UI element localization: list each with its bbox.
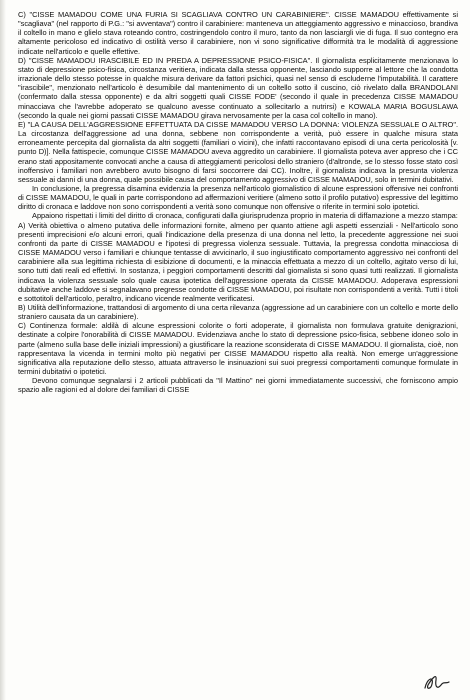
paragraph-e-causa-aggressione: E) "LA CAUSA DELL'AGGRESSIONE EFFETTUATA DA CISSE MAMADOU VERSO LA DONNA: VIOLENZA SESSUALE O ALTRO". La circostanza dell'aggressione ad una donna, sebbene non corrispondente a verità, può essere in qualche misura stata erroneamente percepita dal giornalista da altri soggetti (familiari o vicini), che infatti raccontavano episodi di una certa pericolosità [v. punto D)]. Nella fattispecie, comunque CISSE MAMADOU aveva aggredito un carabiniere. Il giornalista poteva aver appreso che i CC erano stati appositamente convocati anche a causa di atteggiamenti pericolosi dello straniero (d'altronde, se lo stesso fosse stato così inoffensivo i familiari non avrebbero avuto bisogno di farsi soccorrere dai CC). Inoltre, il giornalista indicava la presunta violenza sessuale ai danni di una donna, quale possibile causa del comportamento aggressivo di CISSE MAMADOU, solo in termini dubitativi. (18, 119, 458, 184)
paragraph-limiti-cronaca: Appaiono rispettati i limiti del diritto di cronaca, configurati dalla giurisprudenza proprio in materia di diffamazione a mezzo stampa: (32, 211, 458, 221)
scan-shadow (0, 0, 6, 700)
paragraph-a-verita: A) Verità obiettiva o almeno putativa delle informazioni fornite, almeno per quanto attiene agli aspetti essenziali - Nell'articolo sono presenti imprecisioni e/o alcuni errori, quali l'indicazione della presenza di una donna nel letto, la precedente aggressione nei suoi confronti da parte di CISSE MAMADOU e l'ipotesi di pregressa violenza sessuale. Tuttavia, la pregressa condotta minacciosa di CISSE MAMADOU verso i familiari e chiunque tentasse di avvicinarlo, il suo ingiustificato comportamento aggressivo nei confronti del carabiniere alla sua legittima richiesta di esibizione di documenti, e la minaccia effettuata a mezzo di un coltello, agitato verso di lui, sono tutti dati reali ed effettivi. In sostanza, i peggiori comportamenti descritti dal giornalista si sono quasi tutti realizzati. Il giornalista indicava la violenza sessuale solo quale causa ipotetica dell'aggressione operata da CISSE MAMADOU. Adoperava espressioni dubitative anche laddove si segnalavano pregresse condotte di CISSE MAMADOU, poi risultate non corrispondenti a verità. Tutti i titoli e sottotitoli dell'articolo, peraltro, indicano vicende realmente verificatesi. (18, 220, 458, 303)
paragraph-c-continenza: C) Continenza formale: aldilà di alcune espressioni colorite o forti adoperate, il giornalista non formulava gratuite denigrazioni, destinate a colpire l'onorabilità di CISSE MAMADOU. Evidenziava anche lo stato di depressione psico-fisica, sebbene idoneo solo in parte (almeno sulla base delle iniziali impressioni) a giustificare la reazione sconsiderata di CISSE MAMADOU. Il giornalista, cioè, non rappresentava la vicenda in termini molto più negativi per CISSE MAMADOU rispetto alla realtà. Non emerge un'aggressione significativa alla reputazione dello stesso, attuata attraverso le insinuazioni sui suoi pregressi comportamenti comunque formulate in termini dubitativi o ipotetici. (18, 321, 458, 377)
paragraph-c-furia: C) "CISSE MAMADOU COME UNA FURIA SI SCAGLIAVA CONTRO UN CARABINIERE". CISSE MAMADOU effettivamente si "scagliava" (nel rapporto di P.G.: "si avventava") contro il carabiniere: manteneva un atteggiamento aggressivo e minaccioso, brandiva il coltello in mano e glielo stava roteando contro, costringendolo contro il muro, tanto da non lasciargli vie di fuga. Il suo contegno era altamente pericoloso ed indicativo di ostilità verso il carabiniere, non vi sono significative difformità tra le modalità di aggressione indicate nell'articolo e quelle effettive. (18, 10, 458, 56)
paragraph-articoli-mattino: Devono comunque segnalarsi i 2 articoli pubblicati da "Il Mattino" nei giorni immediatamente successivi, che forniscono ampio spazio alle ragioni ed al dolore dei familiari di CISSE (18, 376, 458, 395)
document-body (18, 10, 458, 395)
paragraph-conclusione: In conclusione, la pregressa disamina evidenzia la presenza nell'articolo giornalistico di alcune espressioni offensive nei confronti di CISSE MAMADOU, le quali in parte corrispondono ad affermazioni veritiere (almeno sotto il profilo putativo) espressive del legittimo diritto di cronaca e laddove non sono corrispondenti a verità sono comunque non offensive o riferite in termini solo ipotetici. (18, 183, 458, 212)
paragraph-d-irascibile: D) "CISSE MAMADOU IRASCIBILE ED IN PREDA A DEPRESSIONE PSICO-FISICA". Il giornalista esplicitamente menzionava lo stato di depressione psico-fisica, circostanza veritiera, indicata dalla stessa opponente, lasciando supporre al lettore che la condotta irrazionale dello stesso potesse in qualche misura derivare da fattori psichici, quasi nel senso di escluderne l'imputabilità. Il carattere "irascibile", menzionato nell'articolo è desumibile dal mantenimento di un coltello sotto il cuscino, ciò rivelato dalla BRANDOLANI (confermato dalla stessa opponente) e da altri soggetti quali CISSE FODE' (secondo il quale in precedenza CISSE MAMADOU minacciava che l'avrebbe adoperato se qualcuno avesse continuato a sollecitarlo a nutrirsi) e KOWALA MARIA BOGUSLAWA (secondo la quale nei giorni passati CISSE MAMADOU girava nervosamente per la casa col coltello in mano). (18, 55, 458, 120)
paragraph-b-utilita: B) Utilità dell'informazione, trattandosi di argomento di una certa rilevanza (aggressione ad un carabiniere con un coltello e morte dello straniero causata da un carabiniere). (18, 303, 458, 322)
signature-mark (422, 668, 452, 694)
